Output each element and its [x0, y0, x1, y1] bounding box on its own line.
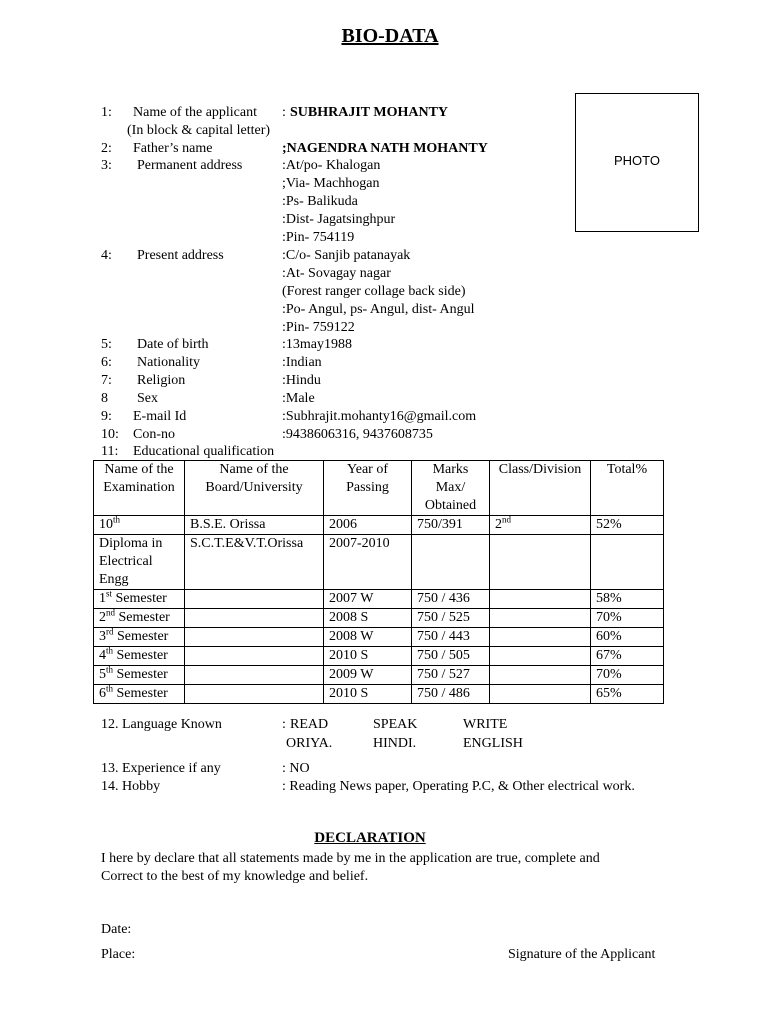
column-header: Class/Division — [490, 461, 591, 516]
address-line: :Pin- 754119 — [282, 230, 355, 245]
language-read-head: READ — [290, 717, 329, 732]
column-header: Year of Passing — [324, 461, 412, 516]
address-line: :At/po- Khalogan — [282, 158, 381, 173]
total-cell: 70% — [591, 666, 664, 685]
language-write-head: WRITE — [463, 717, 508, 732]
table-row — [94, 685, 664, 704]
year-cell: 2010 S — [324, 647, 412, 666]
address-line: :Pin- 759122 — [282, 320, 355, 335]
declaration-line-2: Correct to the best of my knowledge and belief. — [101, 869, 369, 884]
year-cell: 2008 S — [324, 609, 412, 628]
board-cell — [185, 647, 324, 666]
marks-cell: 750 / 525 — [412, 609, 490, 628]
ordinal-suffix: th — [106, 683, 114, 694]
language-sep: : — [282, 717, 286, 732]
column-header: Marks Max/ Obtained — [412, 461, 490, 516]
exam-suffix: Semester — [113, 686, 168, 701]
board-cell — [185, 666, 324, 685]
field-label: Religion — [137, 373, 186, 388]
board-cell — [185, 628, 324, 647]
field-value: :Subhrajit.mohanty16@gmail.com — [282, 409, 477, 424]
total-cell: 52% — [591, 516, 664, 535]
board-cell — [185, 609, 324, 628]
field-number: 9: — [101, 409, 112, 424]
ordinal-suffix: th — [113, 514, 121, 525]
photo-box — [575, 93, 699, 232]
board-cell — [185, 685, 324, 704]
photo-label: PHOTO — [614, 153, 660, 168]
language-write-value: ENGLISH — [463, 736, 523, 751]
field-value: :Indian — [282, 355, 322, 370]
board-cell: S.C.T.E&V.T.Orissa — [185, 535, 324, 590]
field-label: Permanent address — [137, 158, 243, 173]
class-cell — [490, 535, 591, 590]
field-value: :13may1988 — [282, 337, 352, 352]
table-row — [94, 609, 664, 628]
field-label: Date of birth — [137, 337, 209, 352]
hobby-value: : Reading News paper, Operating P.C, & Other electrical work. — [282, 779, 635, 794]
field-label: Name of the applicant — [133, 105, 258, 120]
language-speak-value: HINDI. — [373, 736, 417, 751]
ordinal-suffix: th — [106, 645, 114, 656]
class-cell — [490, 590, 591, 609]
exam-name: 1 — [99, 591, 106, 606]
exam-suffix: Semester — [112, 591, 167, 606]
class-cell — [490, 609, 591, 628]
table-row — [94, 628, 664, 647]
total-cell: 60% — [591, 628, 664, 647]
table-row — [94, 666, 664, 685]
column-header: Name of the Examination — [94, 461, 185, 516]
exam-name: 6 — [99, 686, 106, 701]
total-cell: 65% — [591, 685, 664, 704]
exam-name: 4 — [99, 648, 106, 663]
field-number: 1: — [101, 105, 112, 120]
field-number: 2: — [101, 141, 112, 156]
field-number: 8 — [101, 391, 108, 406]
address-line: :At- Sovagay nagar — [282, 266, 391, 281]
total-cell: 67% — [591, 647, 664, 666]
ordinal-suffix: rd — [106, 626, 114, 637]
exam-cell — [94, 628, 185, 647]
field-label: Sex — [137, 391, 158, 406]
year-cell: 2007 W — [324, 590, 412, 609]
language-read-value: ORIYA. — [286, 736, 333, 751]
field-value: ;NAGENDRA NATH MOHANTY — [282, 141, 488, 156]
exam-suffix: Semester — [115, 610, 170, 625]
class-cell — [490, 628, 591, 647]
total-cell — [591, 535, 664, 590]
field-number: 3: — [101, 158, 112, 173]
address-line: :C/o- Sanjib patanayak — [282, 248, 411, 263]
place-label: Place: — [101, 947, 136, 962]
education-table — [93, 460, 664, 704]
table-row — [94, 590, 664, 609]
year-cell: 2006 — [324, 516, 412, 535]
table-row — [94, 535, 664, 590]
marks-cell: 750 / 436 — [412, 590, 490, 609]
marks-cell: 750 / 443 — [412, 628, 490, 647]
field-label: Con-no — [133, 427, 175, 442]
date-label: Date: — [101, 922, 132, 937]
exam-suffix: Semester — [113, 629, 169, 644]
class-cell — [490, 647, 591, 666]
class-cell — [490, 685, 591, 704]
exam-name: 3 — [99, 629, 106, 644]
ordinal-suffix: st — [106, 588, 113, 599]
column-header: Name of the Board/University — [185, 461, 324, 516]
address-line: ;Via- Machhogan — [282, 176, 380, 191]
class-cell — [490, 516, 591, 535]
exam-cell — [94, 647, 185, 666]
field-value: :9438606316, 9437608735 — [282, 427, 433, 442]
total-cell: 58% — [591, 590, 664, 609]
field-subnote: (In block & capital letter) — [127, 123, 271, 138]
signature-label: Signature of the Applicant — [508, 947, 656, 962]
exam-cell — [94, 516, 185, 535]
exam-suffix: Semester — [113, 667, 168, 682]
address-line: :Po- Angul, ps- Angul, dist- Angul — [282, 302, 475, 317]
class-cell — [490, 666, 591, 685]
exam-suffix: Semester — [113, 648, 168, 663]
page-title: BIO-DATA — [341, 25, 439, 47]
field-number: 5: — [101, 337, 112, 352]
board-cell — [185, 590, 324, 609]
field-value: SUBHRAJIT MOHANTY — [290, 105, 449, 120]
declaration-heading: DECLARATION — [314, 830, 426, 846]
declaration-line-1: I here by declare that all statements made by me in the application are true, complete and — [101, 851, 600, 866]
language-label: 12. Language Known — [101, 717, 222, 732]
year-cell: 2008 W — [324, 628, 412, 647]
field-label: E-mail Id — [133, 409, 187, 424]
field-value: :Male — [282, 391, 315, 406]
field-label: Present address — [137, 248, 224, 263]
field-number: 11: — [101, 444, 119, 459]
table-row — [94, 647, 664, 666]
exam-cell — [94, 535, 185, 590]
field-number: 10: — [101, 427, 119, 442]
column-header: Total% — [591, 461, 664, 516]
ordinal-suffix: th — [106, 664, 114, 675]
exam-cell — [94, 666, 185, 685]
field-number: 7: — [101, 373, 112, 388]
table-header-row — [94, 461, 664, 516]
field-label: Father’s name — [133, 141, 213, 156]
exam-name: 5 — [99, 667, 106, 682]
experience-label: 13. Experience if any — [101, 761, 221, 776]
marks-cell — [412, 535, 490, 590]
exam-name: Diploma in Electrical Engg — [99, 536, 163, 587]
field-value: :Hindu — [282, 373, 321, 388]
address-line: (Forest ranger collage back side) — [282, 284, 466, 299]
field-number: 4: — [101, 248, 112, 263]
exam-name: 10 — [99, 517, 113, 532]
field-label: Educational qualification — [133, 444, 275, 459]
year-cell: 2009 W — [324, 666, 412, 685]
exam-cell — [94, 609, 185, 628]
address-line: :Ps- Balikuda — [282, 194, 358, 209]
field-label: Nationality — [137, 355, 200, 370]
language-speak-head: SPEAK — [373, 717, 418, 732]
marks-cell: 750/391 — [412, 516, 490, 535]
address-line: :Dist- Jagatsinghpur — [282, 212, 396, 227]
year-cell: 2010 S — [324, 685, 412, 704]
year-cell: 2007-2010 — [324, 535, 412, 590]
marks-cell: 750 / 486 — [412, 685, 490, 704]
class-value: 2 — [495, 517, 502, 532]
marks-cell: 750 / 527 — [412, 666, 490, 685]
hobby-label: 14. Hobby — [101, 779, 161, 794]
board-cell: B.S.E. Orissa — [185, 516, 324, 535]
experience-value: : NO — [282, 761, 310, 776]
table-row — [94, 516, 664, 535]
total-cell: 70% — [591, 609, 664, 628]
field-number: 6: — [101, 355, 112, 370]
class-suffix: nd — [502, 514, 511, 525]
exam-cell — [94, 685, 185, 704]
ordinal-suffix: nd — [106, 607, 115, 618]
exam-cell — [94, 590, 185, 609]
field-separator: : — [282, 105, 286, 120]
marks-cell: 750 / 505 — [412, 647, 490, 666]
exam-name: 2 — [99, 610, 106, 625]
